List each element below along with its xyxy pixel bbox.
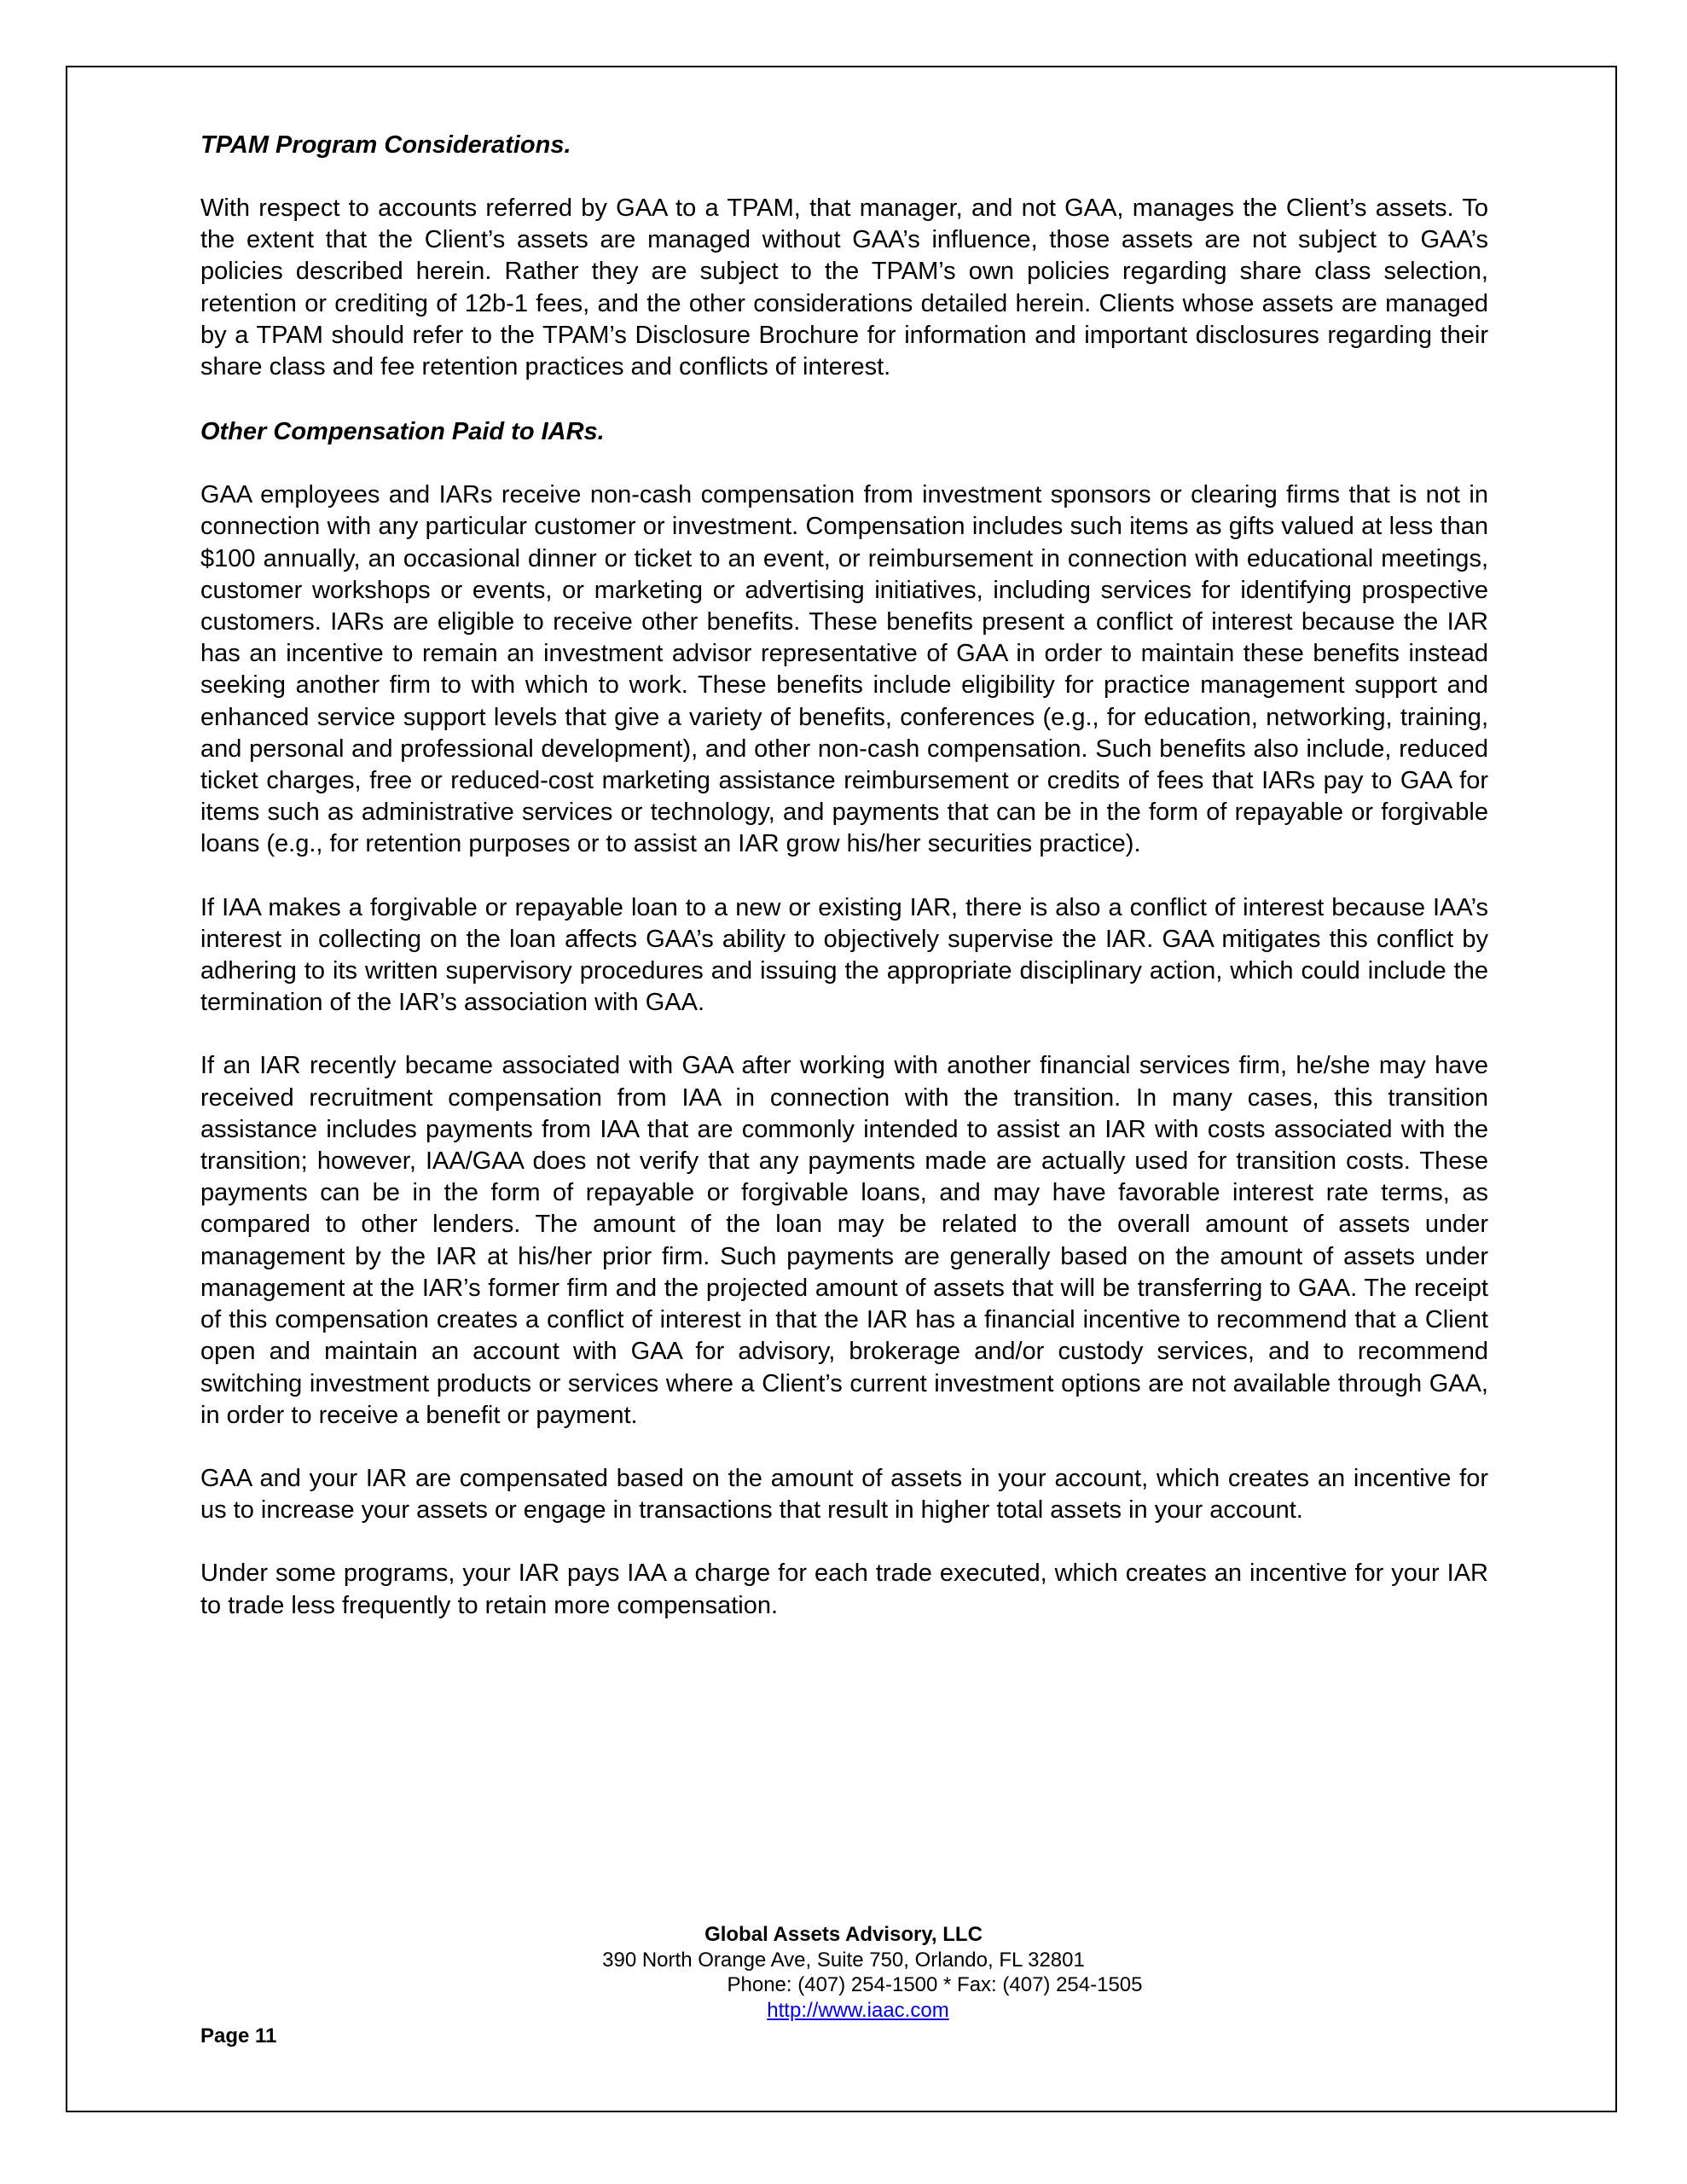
footer-address: 390 North Orange Ave, Suite 750, Orlando, FL 32801 xyxy=(602,1948,1085,1972)
paragraph-non-cash-compensation: GAA employees and IARs receive non-cash compensation from investment sponsors or clearing firms that is not in connection with any particular customer or investment. Compensation includes such items as gifts valued at less than $100 annually, an occasional dinner or ticket to an event, or reimbursement in connection with educational meetings, customer workshops or events, or marketing or advertising initiatives, including services for identifying prospective customers. IARs are eligible to receive other benefits. These benefits present a conflict of interest because the IAR has an incentive to remain an investment advisor representative of GAA in order to maintain these benefits instead seeking another firm to with which to work. These benefits include eligibility for practice management support and enhanced service support levels that give a variety of benefits, conferences (e.g., for education, networking, training, and personal and professional development), and other non-cash compensation. Such benefits also include, reduced ticket charges, free or reduced-cost marketing assistance reimbursement or credits of fees that IARs pay to GAA for items such as administrative services or technology, and payments that can be in the form of repayable or forgivable loans (e.g., for retention purposes or to assist an IAR grow his/her securities practice). xyxy=(200,481,1488,858)
document-body xyxy=(200,128,1488,1653)
paragraph-tpam: With respect to accounts referred by GAA to a TPAM, that manager, and not GAA, manages the Client’s assets. To the extent that the Client’s assets are managed without GAA’s influence, those assets are not subject to GAA’s policies described herein. Rather they are subject to the TPAM’s own policies regarding share class selection, retention or crediting of 12b-1 fees, and the other considerations detailed herein. Clients whose assets are managed by a TPAM should refer to the TPAM’s Disclosure Brochure for information and important disclosures regarding their share class and fee retention practices and conflicts of interest. xyxy=(200,195,1488,381)
section-heading-other-compensation: Other Compensation Paid to IARs. xyxy=(200,418,605,446)
paragraph-forgivable-loan: If IAA makes a forgivable or repayable loan to a new or existing IAR, there is also a conflict of interest because IAA’s interest in collecting on the loan affects GAA’s ability to objectively supervise the IAR. GAA mitigates this conflict by adhering to its written supervisory procedures and issuing the appropriate disciplinary action, which could include the termination of the IAR’s association with GAA. xyxy=(200,893,1488,1017)
paragraph-asset-based-compensation: GAA and your IAR are compensated based on the amount of assets in your account, which creates an incentive for us to increase your assets or engage in transactions that result in higher total assets in your account. xyxy=(200,1464,1488,1525)
page-footer xyxy=(0,1922,1687,2023)
footer-phone: Phone: (407) 254-1500 * Fax: (407) 254-1505 xyxy=(727,1973,1143,1996)
section-heading-tpam: TPAM Program Considerations. xyxy=(200,131,571,159)
footer-company-name: Global Assets Advisory, LLC xyxy=(704,1923,983,1946)
paragraph-trade-charge: Under some programs, your IAR pays IAA a charge for each trade executed, which creates an incentive for your IAR to trade less frequently to retain more compensation. xyxy=(200,1560,1488,1619)
page-number: Page 11 xyxy=(200,2024,277,2048)
footer-website-link[interactable]: http://www.iaac.com xyxy=(767,1998,949,2022)
paragraph-recruitment-compensation: If an IAR recently became associated with GAA after working with another financial services firm, he/she may have received recruitment compensation from IAA in connection with the transition. In many cases, this transition assistance includes payments from IAA that are commonly intended to assist an IAR with costs associated with the transition; however, IAA/GAA does not verify that any payments made are actually used for transition costs. These payments can be in the form of repayable or forgivable loans, and may have favorable interest rate terms, as compared to other lenders. The amount of the loan may be related to the overall amount of assets under management by the IAR at his/her prior firm. Such payments are generally based on the amount of assets under management at the IAR’s former firm and the projected amount of assets that will be transferring to GAA. The receipt of this compensation creates a conflict of interest in that the IAR has a financial incentive to recommend that a Client open and maintain an account with GAA for advisory, brokerage and/or custody services, and to recommend switching investment products or services where a Client’s current investment options are not available through GAA, in order to receive a benefit or payment. xyxy=(200,1052,1488,1429)
